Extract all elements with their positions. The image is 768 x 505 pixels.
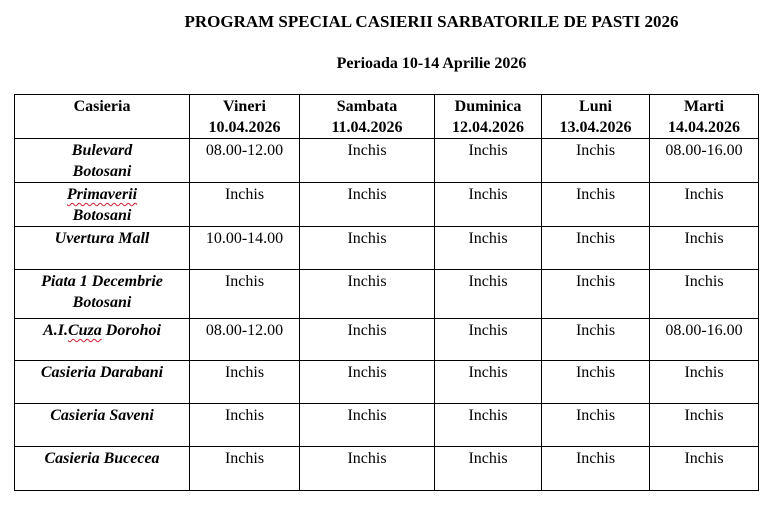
header-day: Duminica <box>454 98 522 115</box>
table-row <box>15 404 759 447</box>
schedule-cell: Inchis <box>435 183 542 227</box>
table-row <box>15 319 759 361</box>
schedule-cell: Inchis <box>435 227 542 270</box>
table-row <box>15 361 759 404</box>
schedule-cell: 10.00-14.00 <box>190 227 300 270</box>
header-cell-sambata <box>300 95 435 139</box>
header-day: Marti <box>684 98 724 115</box>
header-label: Casieria <box>73 98 131 115</box>
header-day: Sambata <box>336 98 398 115</box>
casierie-name: Primaverii Botosani <box>15 183 190 227</box>
header-date: 11.04.2026 <box>331 119 403 136</box>
table-row <box>15 447 759 491</box>
schedule-cell: Inchis <box>190 270 300 319</box>
header-cell-casieria <box>15 95 190 139</box>
schedule-cell: Inchis <box>650 447 759 491</box>
schedule-cell: Inchis <box>542 183 650 227</box>
schedule-cell: Inchis <box>300 139 435 183</box>
schedule-cell: 08.00-12.00 <box>190 319 300 361</box>
schedule-cell: 08.00-16.00 <box>650 139 759 183</box>
schedule-cell: Inchis <box>542 270 650 319</box>
casierie-name: A.I.Cuza Dorohoi <box>15 319 190 361</box>
header-date: 13.04.2026 <box>559 119 632 136</box>
table-row <box>15 183 759 227</box>
schedule-cell: Inchis <box>190 361 300 404</box>
document-title: PROGRAM SPECIAL CASIERII SARBATORILE DE PASTI 2026 <box>184 12 679 31</box>
schedule-cell: Inchis <box>542 447 650 491</box>
schedule-cell: Inchis <box>542 319 650 361</box>
casierie-name: Bulevard Botosani <box>15 139 190 183</box>
period-subtitle: Perioada 10-14 Aprilie 2026 <box>336 55 527 72</box>
schedule-cell: Inchis <box>542 404 650 447</box>
schedule-cell: Inchis <box>650 227 759 270</box>
schedule-cell: Inchis <box>650 404 759 447</box>
table-row <box>15 270 759 319</box>
header-day: Vineri <box>223 98 266 115</box>
schedule-cell: Inchis <box>650 361 759 404</box>
schedule-cell: Inchis <box>435 361 542 404</box>
schedule-cell: Inchis <box>542 139 650 183</box>
header-date: 14.04.2026 <box>668 119 740 136</box>
schedule-cell: Inchis <box>300 404 435 447</box>
schedule-cell: Inchis <box>300 319 435 361</box>
schedule-cell: Inchis <box>190 447 300 491</box>
casierie-name: Casieria Bucecea <box>15 447 190 491</box>
schedule-cell: Inchis <box>300 361 435 404</box>
schedule-cell: Inchis <box>650 270 759 319</box>
schedule-cell: Inchis <box>190 183 300 227</box>
schedule-cell: Inchis <box>300 270 435 319</box>
schedule-cell: Inchis <box>542 227 650 270</box>
schedule-table <box>14 94 759 491</box>
schedule-cell: 08.00-16.00 <box>650 319 759 361</box>
schedule-cell: Inchis <box>435 447 542 491</box>
header-cell-duminica <box>435 95 542 139</box>
casierie-name: Piata 1 Decembrie Botosani <box>15 270 190 319</box>
schedule-cell: Inchis <box>300 183 435 227</box>
header-cell-luni <box>542 95 650 139</box>
header-row <box>15 95 759 139</box>
schedule-cell: Inchis <box>650 183 759 227</box>
table-row <box>15 139 759 183</box>
schedule-cell: Inchis <box>542 361 650 404</box>
schedule-cell: 08.00-12.00 <box>190 139 300 183</box>
header-cell-vineri <box>190 95 300 139</box>
casierie-name: Casieria Darabani <box>15 361 190 404</box>
header-cell-marti <box>650 95 759 139</box>
schedule-cell: Inchis <box>435 319 542 361</box>
schedule-cell: Inchis <box>435 404 542 447</box>
schedule-cell: Inchis <box>190 404 300 447</box>
schedule-cell: Inchis <box>435 270 542 319</box>
schedule-cell: Inchis <box>435 139 542 183</box>
casierie-name: Casieria Saveni <box>15 404 190 447</box>
header-date: 10.04.2026 <box>208 119 281 136</box>
schedule-cell: Inchis <box>300 227 435 270</box>
table-row <box>15 227 759 270</box>
casierie-name: Uvertura Mall <box>15 227 190 270</box>
header-day: Luni <box>579 98 612 115</box>
header-date: 12.04.2026 <box>452 119 524 136</box>
schedule-cell: Inchis <box>300 447 435 491</box>
